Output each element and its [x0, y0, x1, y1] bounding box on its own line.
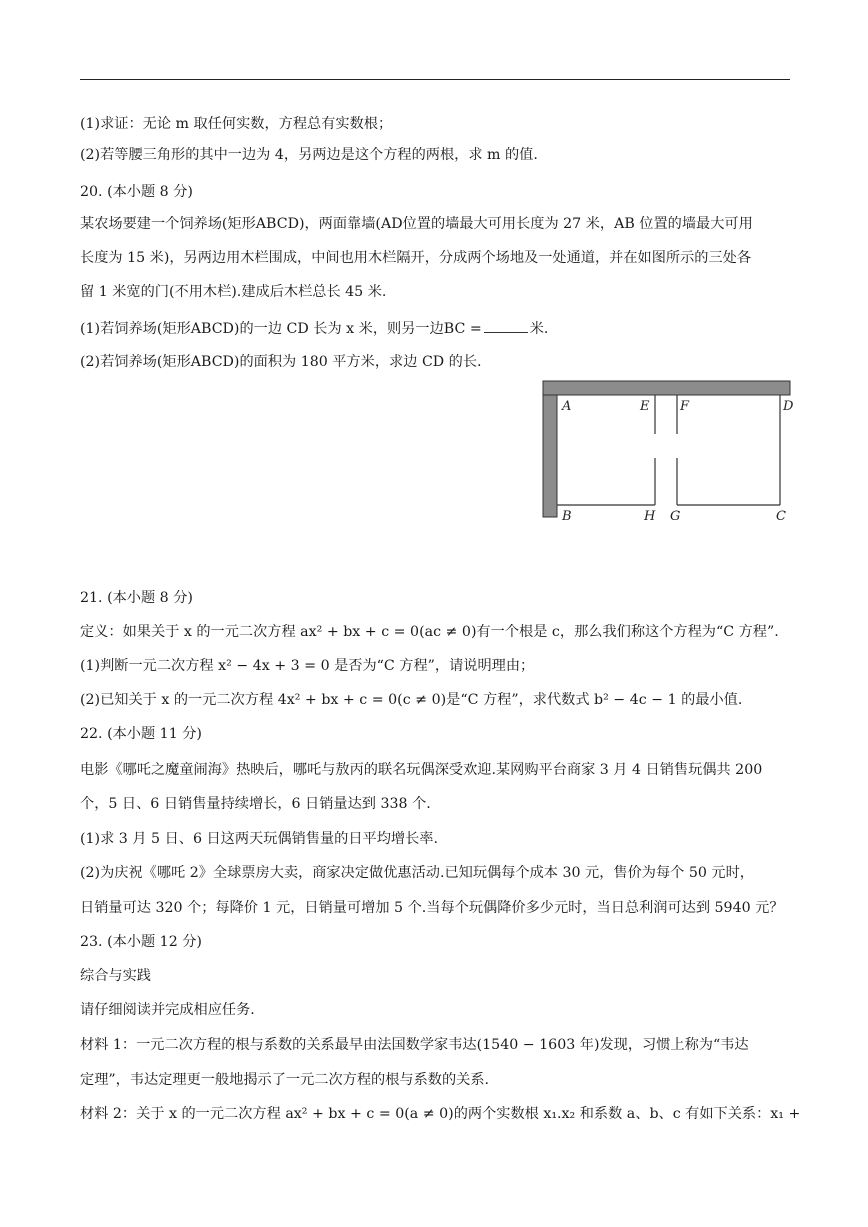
label-g: G	[670, 509, 681, 524]
q23-subtitle: 综合与实践	[80, 968, 151, 984]
q21-heading: 21. (本小题 8 分)	[80, 590, 193, 606]
label-e: E	[640, 399, 650, 414]
label-f: F	[680, 399, 690, 414]
label-b: B	[562, 509, 572, 524]
q23-material2-line1: 材料 2：关于 x 的一元二次方程 ax² + bx + c = 0(a ≠ 0)的两个实数根 x₁.x₂ 和系数 a、b、c 有如下关系：x₁ +	[80, 1106, 801, 1122]
farm-diagram	[540, 378, 800, 528]
q20-text-line1: 某农场要建一个饲养场(矩形ABCD)，两面靠墙(AD位置的墙最大可用长度为 27 米，AB 位置的墙最大可用	[80, 216, 753, 232]
q23-material1-line1: 材料 1：一元二次方程的根与系数的关系最早由法国数学家韦达(1540 − 1603 年)发现，习惯上称为“韦达	[80, 1037, 749, 1053]
q22-part1: (1)求 3 月 5 日、6 日这两天玩偶销售量的日平均增长率.	[80, 831, 438, 847]
q22-part2-line2: 日销量可达 320 个；每降价 1 元，日销量可增加 5 个.当每个玩偶降价多少元时，当日总利润可达到 5940 元？	[80, 900, 784, 916]
q20-text-line2: 长度为 15 米)，另两边用木栏围成，中间也用木栏隔开，分成两个场地及一处通道，并在如图所示的三处各	[80, 250, 752, 266]
q22-heading: 22. (本小题 11 分)	[80, 726, 202, 742]
q20-part1	[80, 318, 548, 339]
q19-part2: (2)若等腰三角形的其中一边为 4，另两边是这个方程的两根，求 m 的值.	[80, 147, 538, 163]
q20-part1-unit: 米.	[529, 321, 549, 337]
q22-text-line2: 个，5 日、6 日销售量持续增长，6 日销量达到 338 个.	[80, 796, 431, 812]
q23-instruction: 请仔细阅读并完成相应任务.	[80, 1002, 255, 1018]
q22-part2-line1: (2)为庆祝《哪吒 2》全球票房大卖，商家决定做优惠活动.已知玩偶每个成本 30 元，售价为每个 50 元时，	[80, 865, 754, 881]
label-a: A	[562, 399, 572, 414]
q20-text-line3: 留 1 米宽的门(不用木栏).建成后木栏总长 45 米.	[80, 284, 387, 300]
q22-text-line1: 电影《哪吒之魔童闹海》热映后，哪吒与敖丙的联名玩偶深受欢迎.某网购平台商家 3 月 4 日销售玩偶共 200	[80, 762, 763, 778]
q20-part2: (2)若饲养场(矩形ABCD)的面积为 180 平方米，求边 CD 的长.	[80, 354, 482, 370]
top-wall	[543, 381, 790, 395]
q21-definition: 定义：如果关于 x 的一元二次方程 ax² + bx + c = 0(ac ≠ 0)有一个根是 c，那么我们称这个方程为“C 方程”.	[80, 624, 779, 640]
q21-part1: (1)判断一元二次方程 x² − 4x + 3 = 0 是否为“C 方程”，请说明理由；	[80, 658, 535, 674]
label-c: C	[776, 509, 786, 524]
q20-part1-text: (1)若饲养场(矩形ABCD)的一边 CD 长为 x 米，则另一边BC =	[80, 321, 482, 337]
header-rule	[80, 79, 790, 80]
q19-part1: (1)求证：无论 m 取任何实数，方程总有实数根；	[80, 116, 393, 132]
q23-material1-line2: 定理”，韦达定理更一般地揭示了一元二次方程的根与系数的关系.	[80, 1072, 490, 1088]
left-wall	[543, 395, 557, 517]
answer-blank[interactable]	[484, 318, 528, 333]
q20-heading: 20. (本小题 8 分)	[80, 184, 193, 200]
q23-heading: 23. (本小题 12 分)	[80, 934, 202, 950]
label-d: D	[783, 399, 794, 414]
q21-part2: (2)已知关于 x 的一元二次方程 4x² + bx + c = 0(c ≠ 0)是“C 方程”，求代数式 b² − 4c − 1 的最小值.	[80, 692, 743, 708]
label-h: H	[644, 509, 656, 524]
